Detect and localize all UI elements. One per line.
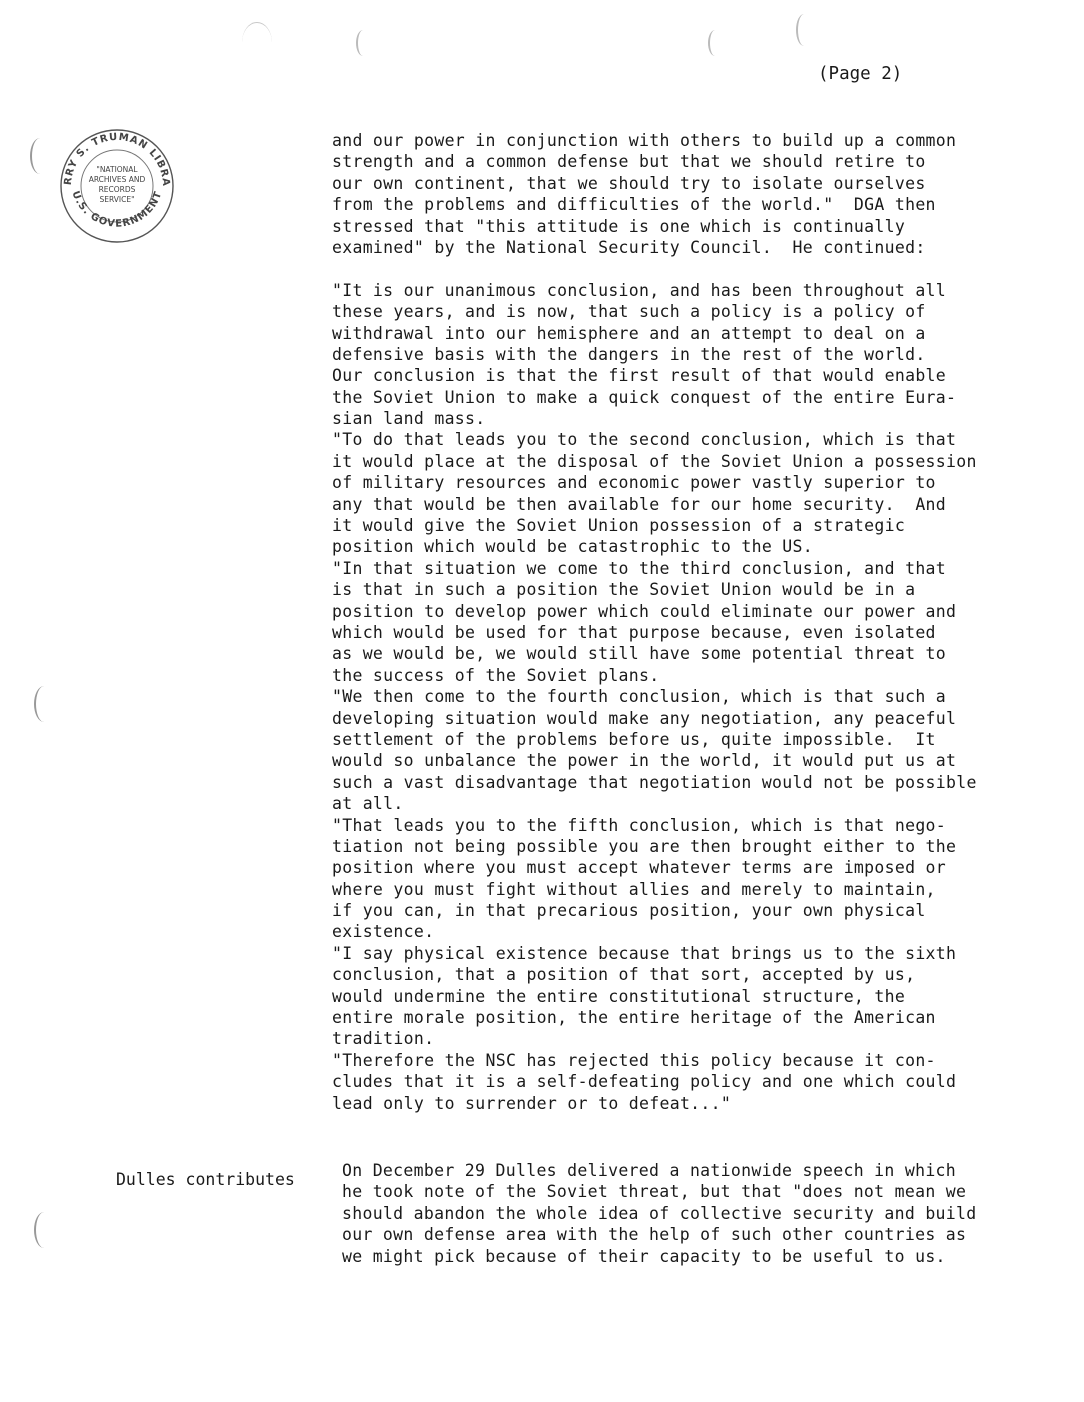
text-line: would undermine the entire constitutional structure, the [332,986,906,1006]
text-line: from the problems and difficulties of the world." DGA then [332,195,936,215]
text-line: if you can, in that precarious position, your own physical [332,901,926,921]
text-line: it would place at the disposal of the Soviet Union a possession [332,451,977,471]
stamp-line: SERVICE" [99,195,135,204]
text-line: he took note of the Soviet threat, but that "does not mean we [342,1182,967,1202]
text-line: these years, and is now, that such a policy is a policy of [332,302,926,322]
punch-hole [34,1212,54,1248]
text-line: such a vast disadvantage that negotiation would not be possible [332,772,977,792]
text-line: lead only to surrender or to defeat..." [332,1093,732,1113]
text-line: at all. [332,794,404,814]
scan-mark [356,30,370,56]
text-line: we might pick because of their capacity to be useful to us. [342,1246,946,1266]
text-line: stressed that "this attitude is one which is continually [332,216,906,236]
text-line: our own defense area with the help of such other countries as [342,1225,967,1245]
text-line: "In that situation we come to the third conclusion, and that [332,558,947,578]
text-line: "I say physical existence because that brings us to the sixth [332,943,957,963]
scan-mark [708,30,722,56]
scan-mark [242,22,272,63]
margin-heading: Dulles contributes [116,1170,295,1189]
text-line: where you must fight without allies and merely to maintain, [332,879,936,899]
text-line: tradition. [332,1029,435,1049]
text-line: defensive basis with the dangers in the rest of the world. [332,344,926,364]
text-line: the Soviet Union to make a quick conquest of the entire Eura- [332,387,957,407]
punch-hole [34,686,54,722]
text-line: would so unbalance the power in the world, it would put us at [332,751,957,771]
text-line: tiation not being possible you are then brought either to the [332,836,957,856]
text-line: developing situation would make any negotiation, any peaceful [332,708,957,728]
text-line: as we would be, we would still have some potential threat to [332,644,947,664]
text-line: and our power in conjunction with others to build up a common [332,131,957,150]
page-number: (Page 2) [818,64,903,84]
text-line: "To do that leads you to the second conclusion, which is that [332,430,957,450]
text-line: position where you must accept whatever terms are imposed or [332,858,947,878]
text-line: existence. [332,922,435,942]
text-line: settlement of the problems before us, quite impossible. It [332,729,936,749]
text-line: sian land mass. [332,409,486,429]
text-line: entire morale position, the entire heritage of the American [332,1008,936,1028]
text-line: examined" by the National Security Council. He continued: [332,237,926,257]
stamp-line: "NATIONAL [96,165,138,174]
text-line: cludes that it is a self-defeating policy and one which could [332,1072,957,1092]
text-line: should abandon the whole idea of collective security and build [342,1203,977,1223]
stamp-arc-top: RRY S. TRUMAN LIBRA [62,131,172,188]
quoted-passage [332,130,1052,1114]
text-line: any that would be then available for our home security. And [332,494,947,514]
text-line: it would give the Soviet Union possession of a strategic [332,516,906,536]
text-line: the success of the Soviet plans. [332,665,660,685]
stamp-line: RECORDS [98,185,136,194]
text-line: Our conclusion is that the first result of that would enable [332,366,947,386]
text-line: position which would be catastrophic to the US. [332,537,813,557]
stamp-line: ARCHIVES AND [88,175,146,184]
text-line: "Therefore the NSC has rejected this policy because it con- [332,1050,936,1070]
text-line: which would be used for that purpose because, even isolated [332,622,936,642]
text-line: position to develop power which could eliminate our power and [332,601,957,621]
punch-hole [30,138,50,174]
text-line: conclusion, that a position of that sort, accepted by us, [332,965,916,985]
stamp-arc-bottom: U.S. GOVERNMENT [69,189,165,230]
text-line: "We then come to the fourth conclusion, which is that such a [332,687,947,707]
text-line: of military resources and economic power vastly superior to [332,473,936,493]
text-line: is that in such a position the Soviet Union would be in a [332,580,916,600]
text-line: "That leads you to the fifth conclusion, which is that nego- [332,815,947,835]
archive-stamp [57,124,177,244]
text-line: strength and a common defense but that we should retire to [332,152,926,172]
text-line: On December 29 Dulles delivered a nationwide speech in which [342,1161,957,1180]
scan-mark [796,14,812,46]
dulles-paragraph [342,1160,1062,1267]
text-line: our own continent, that we should try to isolate ourselves [332,173,926,193]
text-line: withdrawal into our hemisphere and an attempt to deal on a [332,323,926,343]
text-line: "It is our unanimous conclusion, and has been throughout all [332,280,947,300]
